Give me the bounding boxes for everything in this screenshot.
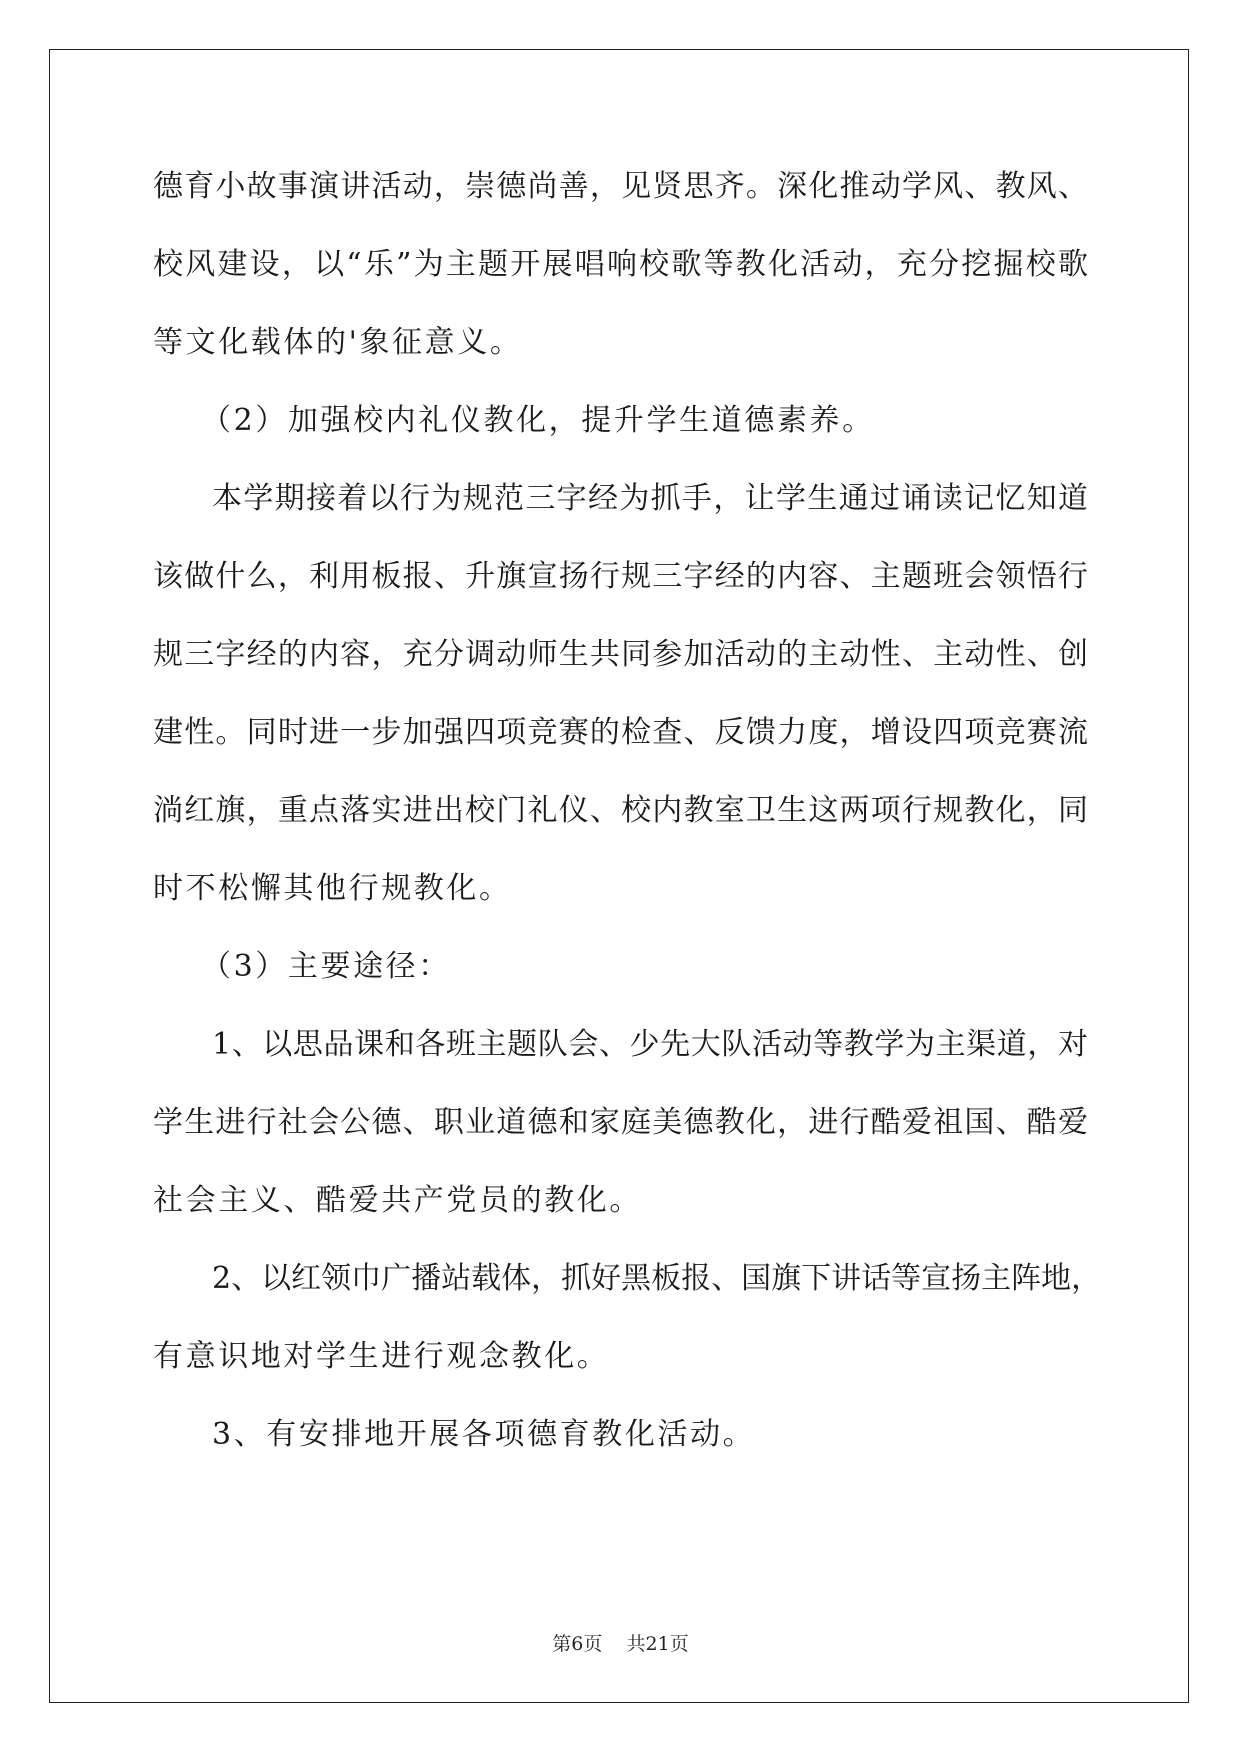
page-number: 第6页 bbox=[552, 1633, 603, 1655]
text-line: 德育小故事演讲活动，崇德尚善，见贤思齐。深化推动学风、教风、 bbox=[153, 169, 1088, 204]
text-line: 规三字经的内容，充分调动师生共同参加活动的主动性、主动性、创 bbox=[153, 637, 1088, 672]
text-line: 淌红旗，重点落实进出校门礼仪、校内教室卫生这两项行规教化，同 bbox=[153, 793, 1088, 828]
page-footer bbox=[0, 1632, 1241, 1656]
text-line: 时不松懈其他行规教化。 bbox=[153, 871, 512, 906]
text-line: 该做什么，利用板报、升旗宣扬行规三字经的内容、主题班会领悟行 bbox=[153, 559, 1088, 594]
text-line: 校风建设，以“乐”为主题开展唱响校歌等教化活动，充分挖掘校歌 bbox=[153, 247, 1088, 282]
text-line: 2、以红领巾广播站载体，抓好黑板报、国旗下讲话等宣扬主阵地， bbox=[212, 1261, 1102, 1296]
section-heading: （2）加强校内礼仪教化，提升学生道德素养。 bbox=[201, 403, 875, 438]
text-line: 3、有安排地开展各项德育教化活动。 bbox=[212, 1417, 756, 1452]
text-line: 等文化载体的'象征意义。 bbox=[153, 325, 523, 360]
text-line: 1、以思品课和各班主题队会、少先大队活动等教学为主渠道，对 bbox=[212, 1027, 1088, 1062]
text-line: 本学期接着以行为规范三字经为抓手，让学生通过诵读记忆知道 bbox=[212, 481, 1088, 516]
text-line: 学生进行社会公德、职业道德和家庭美德教化，进行酷爱祖国、酷爱 bbox=[153, 1105, 1088, 1140]
section-heading: （3）主要途径： bbox=[201, 949, 451, 984]
total-pages: 共21页 bbox=[626, 1633, 689, 1655]
text-line: 建性。同时进一步加强四项竞赛的检查、反馈力度，增设四项竞赛流 bbox=[153, 715, 1088, 750]
text-line: 社会主义、酷爱共产党员的教化。 bbox=[153, 1183, 642, 1218]
text-line: 有意识地对学生进行观念教化。 bbox=[153, 1339, 610, 1374]
